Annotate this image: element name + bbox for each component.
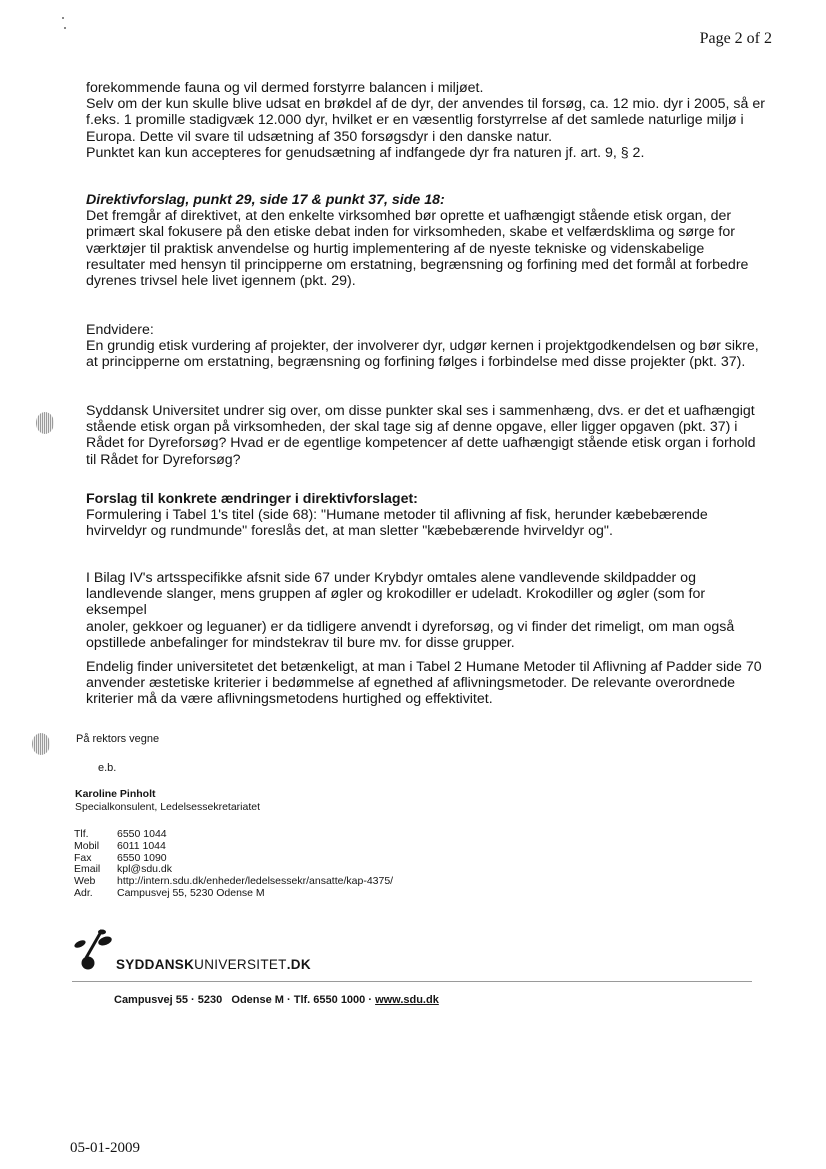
footer-address-text: Campusvej 55 · 5230 Odense M · Tlf. 6550 1000 · [114,994,376,1006]
punch-hole-icon [36,412,54,434]
brand-tld: .DK [286,957,311,972]
text-line: Syddansk Universitet undrer sig over, om disse punkter skal ses i sammenhæng, dvs. er det et uafhængigt [86,403,755,419]
footer-address [114,994,439,1006]
text-line: kriterier må da være aflivningsmetodens hurtighed og effektivitet. [86,691,493,708]
paragraph-reptiles [86,570,766,651]
paragraph-amphibians [86,659,766,708]
web-link[interactable]: http://intern.sdu.dk/enheder/ledelsessekr/ansatte/kap-4375/ [117,875,394,888]
contact-label: Web [74,875,96,888]
text-line: Formulering i Tabel 1's titel (side 68): "Humane metoder til aflivning af fisk, herunder kæbebærende [86,507,708,524]
scan-speck [64,27,66,29]
paragraph-question [86,403,766,468]
signatory-name: Karoline Pinholt [75,788,156,800]
contact-label: Fax [74,851,92,864]
text-line: forekommende fauna og vil dermed forstyrre balancen i miljøet. [86,80,484,96]
text-line: Det fremgår af direktivet, at den enkelte virksomhed bør oprette et uafhængigt stående etisk organ, der [86,208,732,225]
text-line: værktøjer til praktisk anvendelse og hurtig implementering af de nyeste tekniske og videnskabelige [86,240,705,257]
text-line: Endvidere: [86,322,154,338]
text-line: anvender æstetiske kriterier i bedømmelse af egnethed af aflivningsmetoder. De relevante overordnede [86,675,736,692]
text-line: til Rådet for Dyreforsøg? [86,451,241,468]
footer-website-link[interactable]: www.sdu.dk [375,994,439,1006]
contact-value: 6011 1044 [117,839,166,852]
footer-divider [72,981,752,982]
contact-row-mobile [74,841,393,853]
text-line: landlevende slanger, mens gruppen af øgler og krokodiller er udeladt. Krokodiller og øgler (som for eksempel [86,586,706,619]
brand-light: UNIVERSITET [194,957,287,972]
contact-row-address [74,888,393,900]
text-line: I Bilag IV's artsspecifikke afsnit side 67 under Krybdyr omtales alene vandlevende skildpadder og [86,570,696,586]
date-stamp: 05-01-2009 [70,1140,140,1156]
text-line: dyrenes trivsel hele livet igennem (pkt. 29). [86,273,356,290]
section-heading: Direktivforslag, punkt 29, side 17 & punkt 37, side 18: [86,192,445,208]
text-line: stående etisk organ på virksomheden, der skal tage sig af denne opgave, eller ligger opgaven (pkt. 37) i [86,419,738,436]
contact-value: 6550 1044 [117,828,167,840]
text-line: Selv om der kun skulle blive udsat en brøkdel af de dyr, der anvendes til forsøg, ca. 12 mio. dyr i 2005, så er [86,96,765,113]
text-line: hvirveldyr og rundmunde" foreslås det, at man sletter "kæbebærende hvirveldyr og". [86,523,613,540]
brand-bold: SYDDANSK [116,957,195,972]
paragraph-endvidere [86,322,766,371]
contact-value: kpl@sdu.dk [117,863,173,876]
text-line: resultater med hensyn til principperne om erstatning, begrænsning og forfining med det formål at forbedre [86,256,749,273]
contact-label: Email [74,863,101,876]
text-line: f.eks. 1 promille stadigvæk 12.000 dyr, hvilket er en væsentlig forstyrrelse af det samlede naturlige miljø i [86,112,744,129]
signatory-title: Specialkonsulent, Ledelsessekretariatet [75,801,261,813]
text-line: Rådet for Dyreforsøg? Hvad er de egentlige kompetencer af dette uafhængigt stående etisk organ i forhold [86,435,756,452]
contact-label: Adr. [74,886,93,899]
contact-label: Tlf. [74,828,89,840]
text-line: at principperne om erstatning, begrænsning og forfining følges i forbindelse med disse projekter (pkt. 37). [86,354,746,371]
section-heading: Forslag til konkrete ændringer i direktivforslaget: [86,491,418,507]
section-proposals [86,491,766,540]
text-line: opstillede anbefalinger for mindstekrav til bure mv. for disse grupper. [86,634,515,651]
text-line: Europa. Dette vil svare til udsætning af 350 forsøgsdyr i den danske natur. [86,128,553,145]
on-behalf-text: På rektors vegne [76,733,160,745]
text-line: primært skal fokusere på den etiske debat inden for virksomheden, skabe et velfærdsklima og sørge for [86,224,735,241]
contact-value: 6550 1090 [117,851,167,864]
text-line: anoler, gekkoer og leguaner) er da tidligere anvendt i dyreforsøg, og vi finder det rimeligt, om man også [86,618,735,635]
text-line: Punktet kan kun accepteres for genudsætning af indfangede dyr fra naturen jf. art. 9, § 2. [86,144,645,161]
contact-label: Mobil [74,839,100,852]
page-number: Page 2 of 2 [699,30,772,47]
paragraph-fauna [86,80,766,161]
contact-value: Campusvej 55, 5230 Odense M [117,886,265,899]
section-directive-points [86,192,766,289]
scan-speck [62,17,64,19]
text-line: Endelig finder universitetet det betænkeligt, at man i Tabel 2 Humane Metoder til Aflivning af Padder side 70 [86,659,762,675]
text-line: En grundig etisk vurdering af projekter, der involverer dyr, udgør kernen i projektgodkendelsen og bør sikre, [86,338,759,355]
eb-text: e.b. [98,762,117,774]
brand-wordmark [116,957,311,972]
punch-hole-icon [32,733,50,755]
contact-block [74,829,393,900]
